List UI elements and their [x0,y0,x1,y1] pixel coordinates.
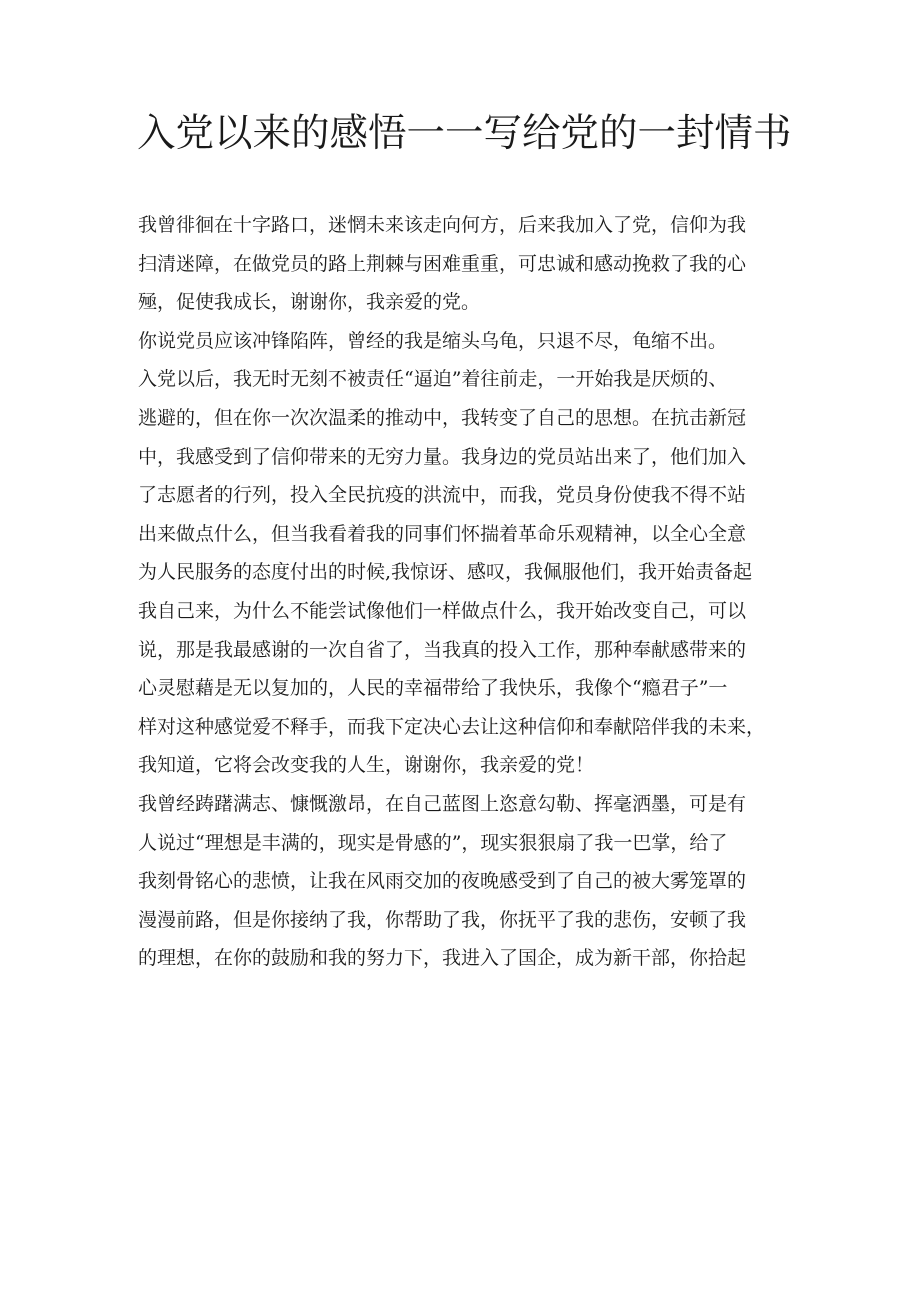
text-line: 我刻骨铭心的悲愤，让我在风雨交加的夜晚感受到了自己的被大雾笼罩的 [138,870,747,893]
text-line: 入党以后，我无时无刻不被责任“逼迫”着往前走，一开始我是厌烦的、 [138,368,728,391]
text-line: 了志愿者的行列，投入全民抗疫的洪流中，而我，党员身份使我不得不站 [138,484,747,507]
text-line: 我曾经踌躇满志、慷慨激昂，在自己蓝图上恣意勾勒、挥毫洒墨，可是有 [138,792,747,815]
text-line: 人说过“理想是丰满的，现实是骨感的”，现实狠狠扇了我一巴掌，给了 [138,831,728,854]
text-line: 漫漫前路，但是你接纳了我，你帮助了我，你抚平了我的悲伤，安顿了我 [138,908,747,931]
text-line: 你说党员应该冲锋陷阵，曾经的我是缩头乌龟，只退不尽，龟缩不出。 [138,329,728,352]
text-line: 我曾徘徊在十字路口，迷惘未来该走向何方，后来我加入了党，信仰为我 [138,214,747,236]
text-line: 殛，促使我成长，谢谢你，我亲爱的党。 [138,291,481,314]
text-line: 心灵慰藉是无以复加的，人民的幸福带给了我快乐，我像个“瘾君子”一 [138,677,728,700]
text-line: 中，我感受到了信仰带来的无穷力量。我身边的党员站出来了，他们加入 [138,445,747,468]
text-line: 我自己来，为什么不能尝试像他们一样做点什么，我开始改变自己，可以 [138,599,747,622]
text-line: 为人民服务的态度付出的时候,我惊讶、感叹，我佩服他们，我开始责备起 [138,561,753,584]
text-line: 样对这种感觉爱不释手，而我下定决心去让这种信仰和奉献陪伴我的未来， [138,715,766,738]
text-line: 我知道，它将会改变我的人生，谢谢你，我亲爱的党！ [138,754,595,777]
document-body [138,206,798,978]
text-line: 说，那是我最感谢的一次自省了，当我真的投入工作，那种奉献感带来的 [138,638,747,661]
document-title: 入党以来的感悟一一写给党的一封情书 [137,111,792,156]
text-line: 逃避的，但在你一次次温柔的推动中，我转变了自己的思想。在抗击新冠 [138,406,747,429]
text-line: 扫清迷障，在做党员的路上荆棘与困难重重，可忠诚和感动挽救了我的心 [138,252,747,275]
text-line: 的理想，在你的鼓励和我的努力下，我进入了国企，成为新干部，你拾起 [138,947,747,970]
text-line: 出来做点什么，但当我看着我的同事们怀揣着革命乐观精神，以全心全意 [138,522,747,545]
